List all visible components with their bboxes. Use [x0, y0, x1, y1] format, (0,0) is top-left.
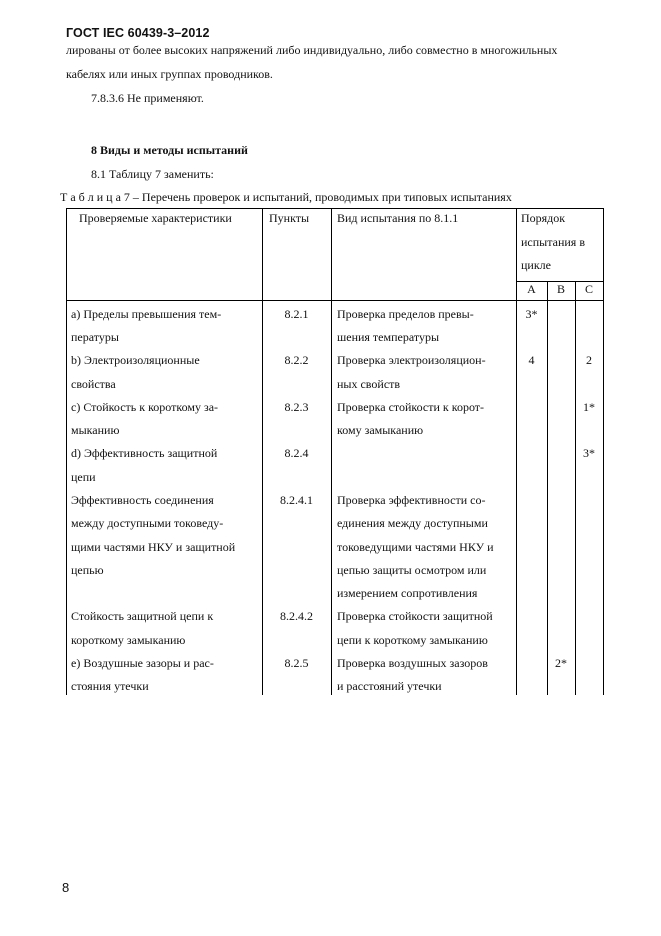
table-cell-test: Проверка эффективности со-	[337, 493, 486, 507]
table-cell-test: Проверка электроизоляцион-	[337, 353, 486, 367]
header-characteristics: Проверяемые характеристики	[79, 211, 232, 225]
table-cell-characteristic: свойства	[71, 377, 116, 391]
clause-7-8-3-6: 7.8.3.6 Не применяют.	[91, 91, 204, 105]
col-divider-b-c	[575, 281, 576, 695]
header-col-a: A	[527, 282, 536, 296]
header-col-c: C	[584, 282, 593, 296]
table-cell-characteristic: короткому замыканию	[71, 633, 186, 647]
table-cell-characteristic: мыканию	[71, 423, 120, 437]
table-cell-clause: 8.2.2	[284, 353, 309, 367]
table-cell-clause: 8.2.4	[284, 446, 309, 460]
table-cell-test: цепью защиты осмотром или	[337, 563, 487, 577]
table-cell-characteristic: Эффективность соединения	[71, 493, 214, 507]
table-cell-characteristic: стояния утечки	[71, 679, 149, 693]
table-cell-order-c: 3*	[583, 446, 595, 460]
table-cell-characteristic: Стойкость защитной цепи к	[71, 609, 214, 623]
table-cell-test: единения между доступными	[337, 516, 488, 530]
table-right-border	[603, 208, 604, 695]
table-cell-test: Проверка пределов превы-	[337, 307, 474, 321]
header-clauses: Пункты	[269, 211, 310, 225]
table-cell-test: кому замыканию	[337, 423, 424, 437]
header-order-line: испытания в	[521, 235, 585, 249]
table-cell-clause: 8.2.4.1	[280, 493, 313, 507]
section-heading: 8 Виды и методы испытаний	[91, 143, 248, 157]
table-cell-test: Проверка стойкости защитной	[337, 609, 493, 623]
table-cell-characteristic: пературы	[71, 330, 119, 344]
table-cell-order-c: 1*	[583, 400, 595, 414]
col-divider-2	[331, 208, 332, 695]
table-cell-clause: 8.2.4.2	[280, 609, 313, 623]
table-left-border	[66, 208, 67, 695]
table-cell-test: измерением сопротивления	[337, 586, 478, 600]
table-cell-order-a: 3*	[525, 307, 538, 321]
table-cell-test: Проверка воздушных зазоров	[337, 656, 488, 670]
header-test-type: Вид испытания по 8.1.1	[337, 211, 459, 225]
document-header: ГОСТ IEC 60439-3–2012	[66, 26, 210, 40]
table-cell-clause: 8.2.1	[284, 307, 309, 321]
table-cell-clause: 8.2.5	[284, 656, 309, 670]
col-divider-a-b	[547, 281, 548, 695]
table-cell-characteristic: цепью	[71, 563, 104, 577]
table-caption: Т а б л и ц а 7 – Перечень проверок и испытаний, проводимых при типовых испытаниях	[60, 190, 512, 204]
table-cell-characteristic: щими частями НКУ и защитной	[71, 540, 236, 554]
table-cell-test: и расстояний утечки	[337, 679, 442, 693]
table-cell-order-a: 4	[528, 353, 535, 367]
intro-line-1: лированы от более высоких напряжений либо индивидуально, либо совместно в многожильных	[66, 43, 558, 57]
header-order-line: цикле	[521, 258, 551, 272]
table-cell-test: цепи к короткому замыканию	[337, 633, 488, 647]
table-cell-characteristic: цепи	[71, 470, 96, 484]
table-cell-characteristic: a) Пределы превышения тем-	[71, 307, 222, 321]
table-cell-test: шения температуры	[337, 330, 440, 344]
table-cell-characteristic: между доступными токоведу-	[71, 516, 224, 530]
page-number: 8	[62, 880, 70, 895]
header-col-b: B	[556, 282, 565, 296]
table-cell-clause: 8.2.3	[284, 400, 309, 414]
table-cell-test: ных свойств	[337, 377, 401, 391]
table-cell-characteristic: b) Электроизоляционные	[71, 353, 200, 367]
table-cell-characteristic: e) Воздушные зазоры и рас-	[71, 656, 214, 670]
intro-line-2: кабелях или иных группах проводников.	[66, 67, 273, 81]
table-cell-characteristic: d) Эффективность защитной	[71, 446, 218, 460]
table-cell-order-b: 2*	[555, 656, 567, 670]
clause-8-1: 8.1 Таблицу 7 заменить:	[91, 167, 214, 181]
table-cell-test: Проверка стойкости к корот-	[337, 400, 485, 414]
table-cell-order-c: 2	[586, 353, 592, 367]
header-order-line: Порядок	[521, 211, 566, 225]
table-cell-test: токоведущими частями НКУ и	[337, 540, 494, 554]
table-cell-characteristic: c) Стойкость к короткому за-	[71, 400, 219, 414]
